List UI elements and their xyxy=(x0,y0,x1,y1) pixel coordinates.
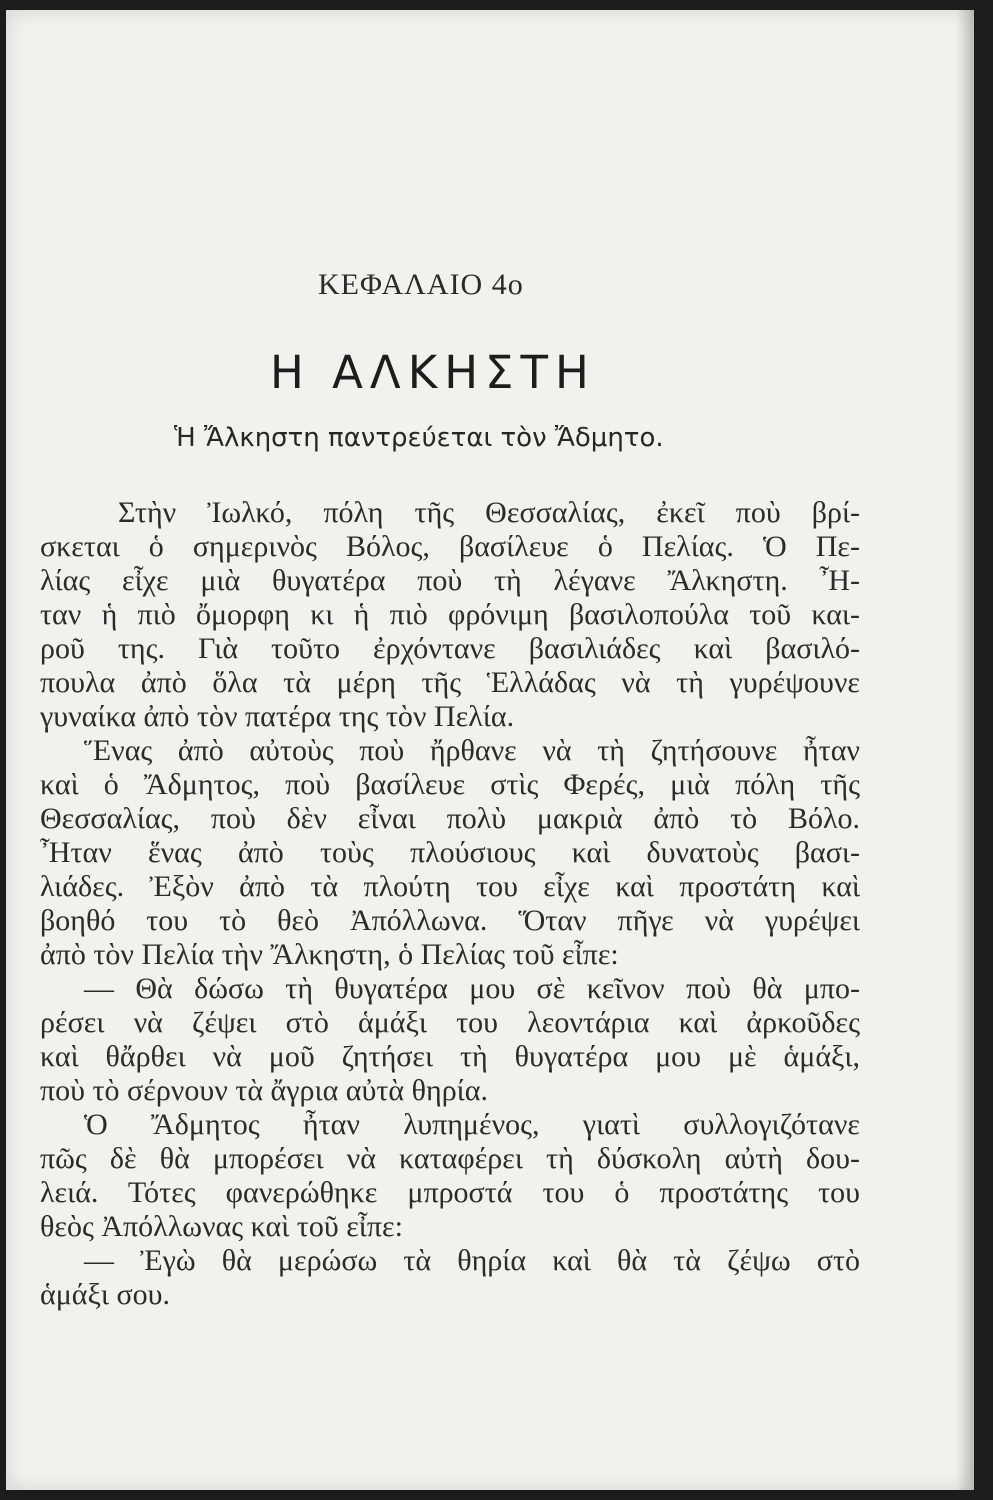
text-line: Θεσσαλίας, ποὺ δὲν εἶναι πολὺ μακριὰ ἀπὸ τὸ Βόλο. xyxy=(40,802,860,835)
body-text xyxy=(40,496,860,1312)
text-line: Ὁ Ἄδμητος ἦταν λυπημένος, γιατὶ συλλογιζότανε xyxy=(84,1108,860,1141)
text-line: ἀπὸ τὸν Πελία τὴν Ἄλκηστη, ὁ Πελίας τοῦ εἶπε: xyxy=(40,938,619,971)
text-line: ροῦ της. Γιὰ τοῦτο ἐρχόντανε βασιλιάδες καὶ βασιλό- xyxy=(40,632,860,665)
text-line: λίας εἶχε μιὰ θυγατέρα ποὺ τὴ λέγανε Ἄλκηστη. Ἦ- xyxy=(40,564,860,597)
page-title: Η ΑΛΚΗΣΤΗ xyxy=(270,346,596,399)
text-line: θεὸς Ἀπόλλωνας καὶ τοῦ εἶπε: xyxy=(40,1210,403,1243)
text-line: Ἦταν ἕνας ἀπὸ τοὺς πλούσιους καὶ δυνατοὺς βασι- xyxy=(40,836,860,869)
text-line: — Ἐγὼ θὰ μερώσω τὰ θηρία καὶ θὰ τὰ ζέψω στὸ xyxy=(84,1244,860,1277)
text-line: πῶς δὲ θὰ μπορέσει νὰ καταφέρει τὴ δύσκολη αὐτὴ δου- xyxy=(40,1142,860,1175)
text-line: ρέσει νὰ ζέψει στὸ ἁμάξι του λεοντάρια καὶ ἀρκοῦδες xyxy=(40,1006,860,1039)
text-line: πουλα ἀπὸ ὅλα τὰ μέρη τῆς Ἑλλάδας νὰ τὴ γυρέψουνε xyxy=(40,666,860,699)
text-line: ἁμάξι σου. xyxy=(40,1278,170,1311)
chapter-subtitle: Ἡ Ἄλκηστη παντρεύεται τὸν Ἄδμητο. xyxy=(174,423,664,453)
text-line: λιάδες. Ἐξὸν ἀπὸ τὰ πλούτη του εἶχε καὶ προστάτη καὶ xyxy=(40,870,860,903)
text-line: καὶ ὁ Ἄδμητος, ποὺ βασίλευε στὶς Φερές, μιὰ πόλη τῆς xyxy=(40,768,860,801)
text-line: σκεται ὁ σημερινὸς Βόλος, βασίλευε ὁ Πελίας. Ὁ Πε- xyxy=(40,530,860,563)
text-line: καὶ θἄρθει νὰ μοῦ ζητήσει τὴ θυγατέρα μου μὲ ἁμάξι, xyxy=(40,1040,860,1073)
text-line: — Θὰ δώσω τὴ θυγατέρα μου σὲ κεῖνον ποὺ θὰ μπο- xyxy=(84,972,860,1005)
text-line: Στὴν Ἰωλκό, πόλη τῆς Θεσσαλίας, ἐκεῖ ποὺ βρί- xyxy=(118,496,860,529)
page-edge-shadow xyxy=(956,10,974,1490)
chapter-heading: ΚΕΦΑΛΑΙΟ 4ο xyxy=(318,268,524,301)
text-line: γυναίκα ἀπὸ τὸν πατέρα της τὸν Πελία. xyxy=(40,700,515,733)
text-line: ταν ἡ πιὸ ὄμορφη κι ἡ πιὸ φρόνιμη βασιλοπούλα τοῦ και- xyxy=(40,598,860,631)
text-line: βοηθό του τὸ θεὸ Ἀπόλλωνα. Ὅταν πῆγε νὰ γυρέψει xyxy=(40,904,860,937)
text-line: ποὺ τὸ σέρνουν τὰ ἄγρια αὐτὰ θηρία. xyxy=(40,1074,488,1107)
text-line: Ἕνας ἀπὸ αὐτοὺς ποὺ ἤρθανε νὰ τὴ ζητήσουνε ἦταν xyxy=(84,734,860,767)
book-page xyxy=(6,10,974,1490)
text-line: λειά. Τότες φανερώθηκε μπροστά του ὁ προστάτης του xyxy=(40,1176,860,1209)
